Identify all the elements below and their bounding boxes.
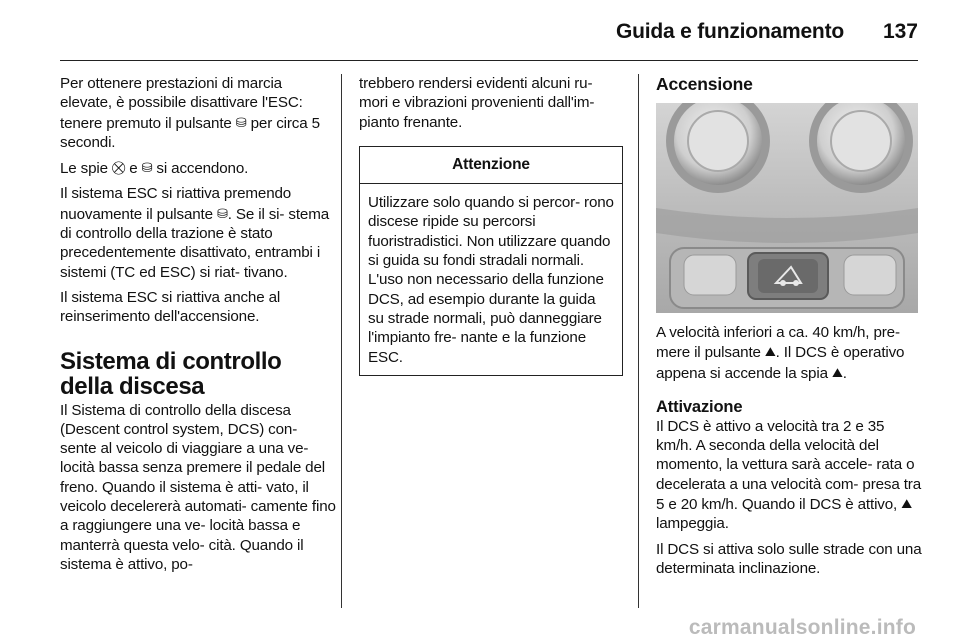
esc-off-icon: ⛁ [235,114,247,130]
page-number: 137 [882,20,918,43]
warning-text: Utilizzare solo quando si percor- rono discese ripide su percorsi fuoristradistici. Non utilizzare quando si guida su fondi stradali normali. L'uso non necessario della funzione DCS, ad esempio durante la guida su strade normali, può danneggiare l'impianto fre- nante e la funzione ESC. [368,194,614,366]
paragraph: Il DCS è attivo a velocità tra 2 e 35 km/h. A seconda della velocità del momento, la vettura sarà accele- rata o decelerata a una velocità com- presa tra 5 e 20 km/h. Quando il DCS è attivo, ⛰ lampeggia. [656,417,921,533]
paragraph: Il sistema ESC si riattiva premendo nuovamente il pulsante ⛁. Se il si- stema di controllo della trazione è stato precedentemente disattivato, entrambi i sistemi (TC ed ESC) si riat- tivano. [60,185,329,281]
page-title: Guida e funzionamento [616,20,844,43]
dcs-icon: ⛰ [831,364,843,380]
esc-off-icon: ⛁ [216,205,228,221]
esc-off-icon: ⛒ [112,160,126,176]
section-heading: Sistema di controllo della discesa [60,347,282,400]
paragraph: Per ottenere prestazioni di marcia elevate, è possibile disattivare l'ESC: tenere premuto il pulsante ⛁ per circa 5 secondi. [60,75,320,151]
page-header [60,14,918,61]
paragraph: Il Sistema di controllo della discesa (Descent control system, DCS) con- sente al veicolo di viaggiare a una ve- locità bassa senza premere il pedale del freno. Quando il sistema è atti- vato, il veicolo decelererà automati- camente fino a raggiungere una ve- locità bassa e manterrà questa velo- cità. Quando il sistema è attivo, po- [60,401,336,573]
paragraph: A velocità inferiori a ca. 40 km/h, pre- mere il pulsante ⛰. Il DCS è operativo appena si accende la spia ⛰. [656,324,905,382]
paragraph: Il DCS si attiva solo sulle strade con una determinata inclinazione. [656,540,922,577]
column-2 [359,74,623,376]
paragraph: Le spie ⛒ e ⛁ si accendono. [60,160,249,178]
column-1 [60,74,336,580]
paragraph: trebbero rendersi evidenti alcuni ru- mori e vibrazioni provenienti dall'im- pianto frenante. [359,75,595,131]
section-heading: Accensione [656,74,753,94]
warning-title: Attenzione [360,147,622,184]
column-divider [638,74,639,608]
column-divider [341,74,342,608]
watermark: carmanualsonline.info [688,616,916,639]
dcs-icon: ⛰ [901,496,912,512]
traction-icon: ⛁ [141,160,153,176]
dashboard-illustration [656,103,918,313]
warning-box [359,146,623,376]
dcs-icon: ⛰ [764,344,776,360]
dcs-button-photo [656,103,918,313]
subsection-heading: Attivazione [656,397,743,416]
column-3 [656,74,922,584]
paragraph: Il sistema ESC si riattiva anche al reinserimento dell'accensione. [60,288,281,326]
